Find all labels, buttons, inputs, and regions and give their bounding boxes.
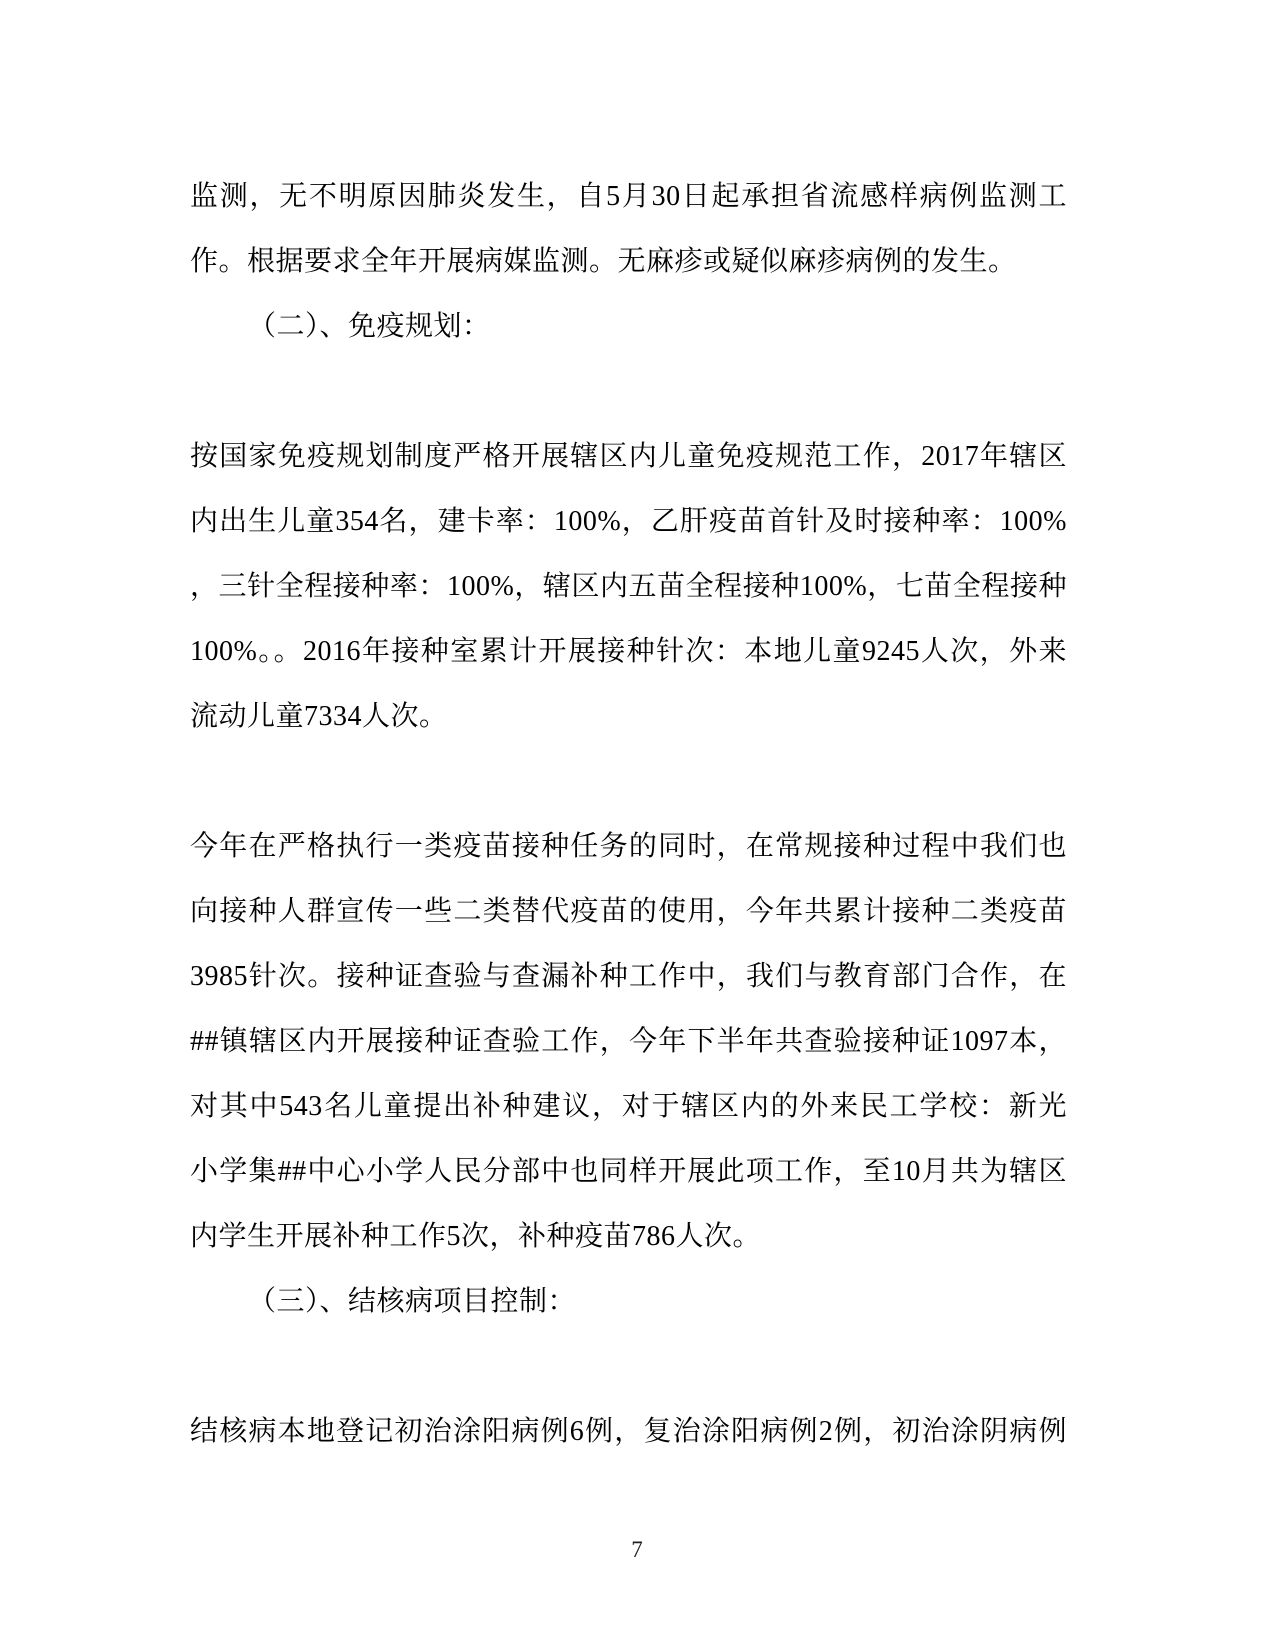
blank-line xyxy=(190,359,1067,424)
text-line: ##镇辖区内开展接种证查验工作，今年下半年共查验接种证1097本， xyxy=(190,1026,1067,1057)
blank-line xyxy=(190,1334,1067,1399)
text-line: 按国家免疫规划制度严格开展辖区内儿童免疫规范工作，2017年辖区 xyxy=(190,441,1067,472)
text-line: 监测，无不明原因肺炎发生，自5月30日起承担省流感样病例监测工 xyxy=(190,181,1067,212)
text-line: 作。根据要求全年开展病媒监测。无麻疹或疑似麻疹病例的发生。 xyxy=(190,246,1017,277)
text-line: 内出生儿童354名，建卡率：100%，乙肝疫苗首针及时接种率：100% xyxy=(190,506,1067,537)
text-line: 今年在严格执行一类疫苗接种任务的同时，在常规接种过程中我们也 xyxy=(190,831,1067,862)
text-line: 3985针次。接种证查验与查漏补种工作中，我们与教育部门合作，在 xyxy=(190,961,1067,992)
text-line: 向接种人群宣传一些二类替代疫苗的使用，今年共累计接种二类疫苗 xyxy=(190,896,1067,927)
section-heading: （二）、免疫规划： xyxy=(248,311,491,342)
text-line: 内学生开展补种工作5次，补种疫苗786人次。 xyxy=(190,1221,762,1252)
text-line: 流动儿童7334人次。 xyxy=(190,701,448,732)
text-line: ，三针全程接种率：100%，辖区内五苗全程接种100%，七苗全程接种 xyxy=(190,571,1067,602)
blank-line xyxy=(190,749,1067,814)
page-number: 7 xyxy=(631,1537,643,1562)
text-line: 结核病本地登记初治涂阳病例6例，复治涂阳病例2例，初治涂阴病例 xyxy=(190,1416,1067,1447)
text-line: 对其中543名儿童提出补种建议，对于辖区内的外来民工学校：新光 xyxy=(190,1091,1067,1122)
text-line: 小学集##中心小学人民分部中也同样开展此项工作，至10月共为辖区 xyxy=(190,1156,1067,1187)
text-line: 100%。。2016年接种室累计开展接种针次：本地儿童9245人次，外来 xyxy=(190,636,1067,667)
section-heading: （三）、结核病项目控制： xyxy=(248,1286,577,1317)
document-text-block xyxy=(190,164,1067,1464)
